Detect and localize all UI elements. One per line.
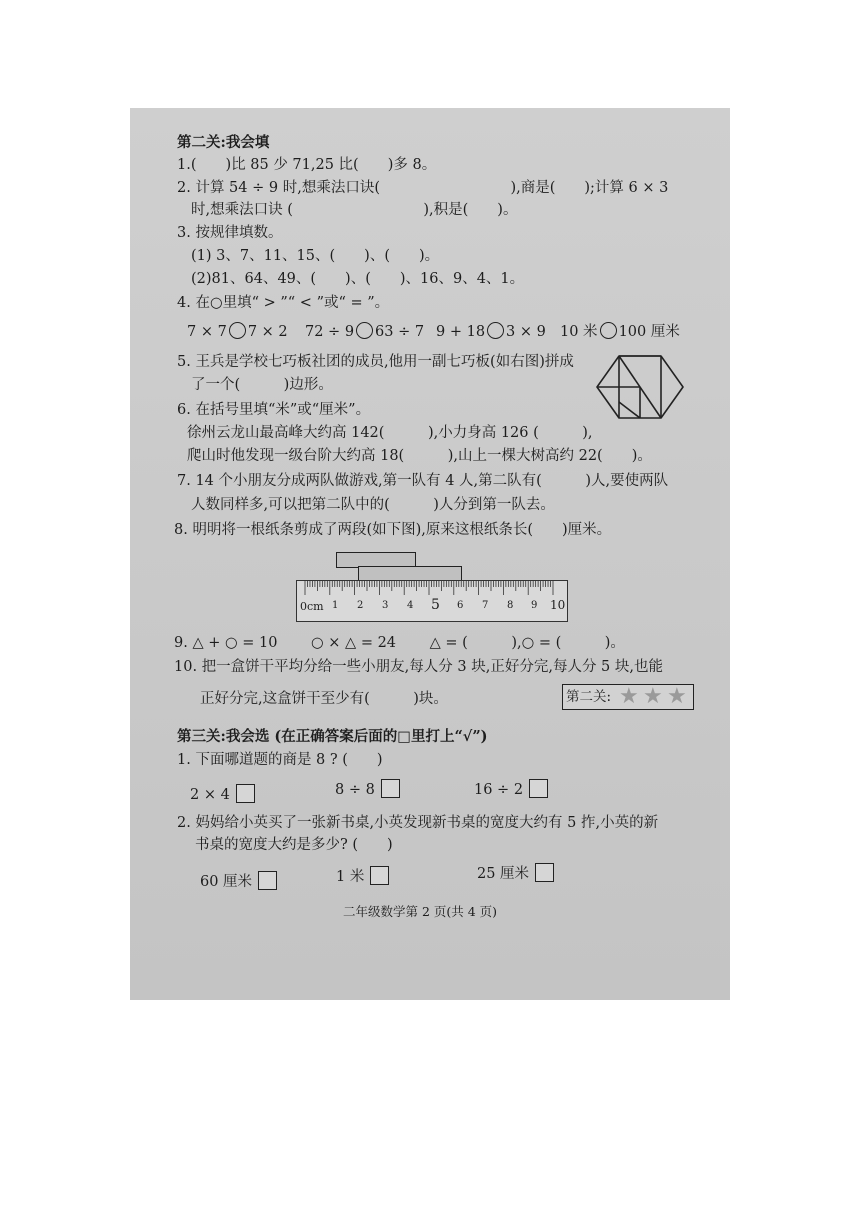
answer-circle[interactable] [600,322,617,339]
choice-question-2-line2: 书桌的宽度大约是多少? ( ) [195,837,393,853]
choice-question-1: 1. 下面哪道题的商是 8 ? ( ) [177,752,383,768]
question-10-line1: 10. 把一盒饼干平均分给一些小朋友,每人分 3 块,正好分完,每人分 5 块,也能 [174,659,663,675]
question-8: 8. 明明将一根纸条剪成了两段(如下图),原来这根纸条长( )厘米。 [174,522,612,538]
question-6: 6. 在括号里填“米”或“厘米”。 [177,402,371,418]
ruler-label: 5 [431,597,440,613]
choice-option [335,779,400,799]
compare-left: 72 ÷ 9 [305,324,355,340]
answer-checkbox[interactable] [258,871,277,890]
compare-item [436,322,546,341]
compare-item [560,322,680,341]
question-2-line1: 2. 计算 54 ÷ 9 时,想乘法口诀( ),商是( );计算 6 × 3 [177,180,669,196]
compare-right: 100 厘米 [618,324,680,340]
compare-left: 10 米 [560,324,598,340]
compare-item [187,322,288,341]
question-7-line2: 人数同样多,可以把第二队中的( )人分到第一队去。 [191,497,555,513]
ruler-label: 9 [531,600,538,611]
answer-checkbox[interactable] [529,779,548,798]
choice-option [190,784,255,804]
option-label: 25 厘米 [477,866,530,882]
option-label: 2 × 4 [190,787,230,803]
answer-circle[interactable] [356,322,373,339]
compare-right: 7 × 2 [247,324,288,340]
option-label: 60 厘米 [200,874,253,890]
answer-checkbox[interactable] [535,863,554,882]
option-label: 1 米 [336,869,365,885]
question-4: 4. 在○里填“ > ”“ < ”或“ = ”。 [177,295,390,311]
compare-item [305,322,424,341]
question-6-line2: 爬山时他发现一级台阶大约高 18( ),山上一棵大树高约 22( )。 [187,448,652,464]
tangram-hexagon-figure [595,354,685,420]
section3-title: 第三关:我会选 (在正确答案后面的□里打上“√”) [177,728,488,745]
ruler-label: 1 [332,600,339,611]
compare-right: 3 × 9 [506,324,546,340]
answer-checkbox[interactable] [370,866,389,885]
choice-option [200,871,277,891]
ruler-label: 4 [407,600,414,611]
ruler [296,580,568,622]
ruler-label: 6 [457,600,464,611]
option-label: 16 ÷ 2 [474,782,524,798]
choice-option [477,863,554,883]
question-6-line1: 徐州云龙山最高峰大约高 142( ),小力身高 126 ( ), [187,425,593,441]
page-footer: 二年级数学第 2 页(共 4 页) [343,904,498,919]
choice-option [474,779,548,799]
section2-title: 第二关:我会填 [177,134,270,151]
ruler-label: 2 [357,600,364,611]
option-label: 8 ÷ 8 [335,782,375,798]
ruler-label: 3 [382,600,389,611]
section2-stars-box [562,684,694,710]
ruler-label: 0cm [300,600,324,613]
choice-option [336,866,389,886]
question-1: 1.( )比 85 少 71,25 比( )多 8。 [177,157,437,173]
compare-left: 9 + 18 [436,324,486,340]
ruler-label: 10 [550,598,566,612]
question-2-line2: 时,想乘法口诀 ( ),积是( )。 [191,202,518,218]
star-icon: ★ [619,684,639,709]
answer-circle[interactable] [487,322,504,339]
question-3-part1: (1) 3、7、11、15、( )、( )。 [191,248,440,264]
question-3-part2: (2)81、64、49、( )、( )、16、9、4、1。 [191,271,525,287]
question-7-line1: 7. 14 个小朋友分成两队做游戏,第一队有 4 人,第二队有( )人,要使两队 [177,473,669,489]
question-9: 9. △ + ○ = 10 ○ × △ = 24 △ = ( ),○ = ( )。 [174,635,625,651]
answer-checkbox[interactable] [381,779,400,798]
answer-checkbox[interactable] [236,784,255,803]
exam-page [130,108,730,1000]
answer-circle[interactable] [229,322,246,339]
ruler-label: 8 [507,600,514,611]
star-icon: ★ [643,684,663,709]
question-5-line2: 了一个( )边形。 [191,377,333,393]
star-icon: ★ [667,684,687,709]
ruler-label: 7 [482,600,489,611]
question-3: 3. 按规律填数。 [177,225,283,241]
question-10-line2: 正好分完,这盒饼干至少有( )块。 [200,691,448,707]
question-5-line1: 5. 王兵是学校七巧板社团的成员,他用一副七巧板(如右图)拼成 [177,354,574,370]
stars-label: 第二关: [566,689,612,705]
compare-left: 7 × 7 [187,324,227,340]
choice-question-2-line1: 2. 妈妈给小英买了一张新书桌,小英发现新书桌的宽度大约有 5 拃,小英的新 [177,815,659,831]
compare-right: 63 ÷ 7 [375,324,425,340]
